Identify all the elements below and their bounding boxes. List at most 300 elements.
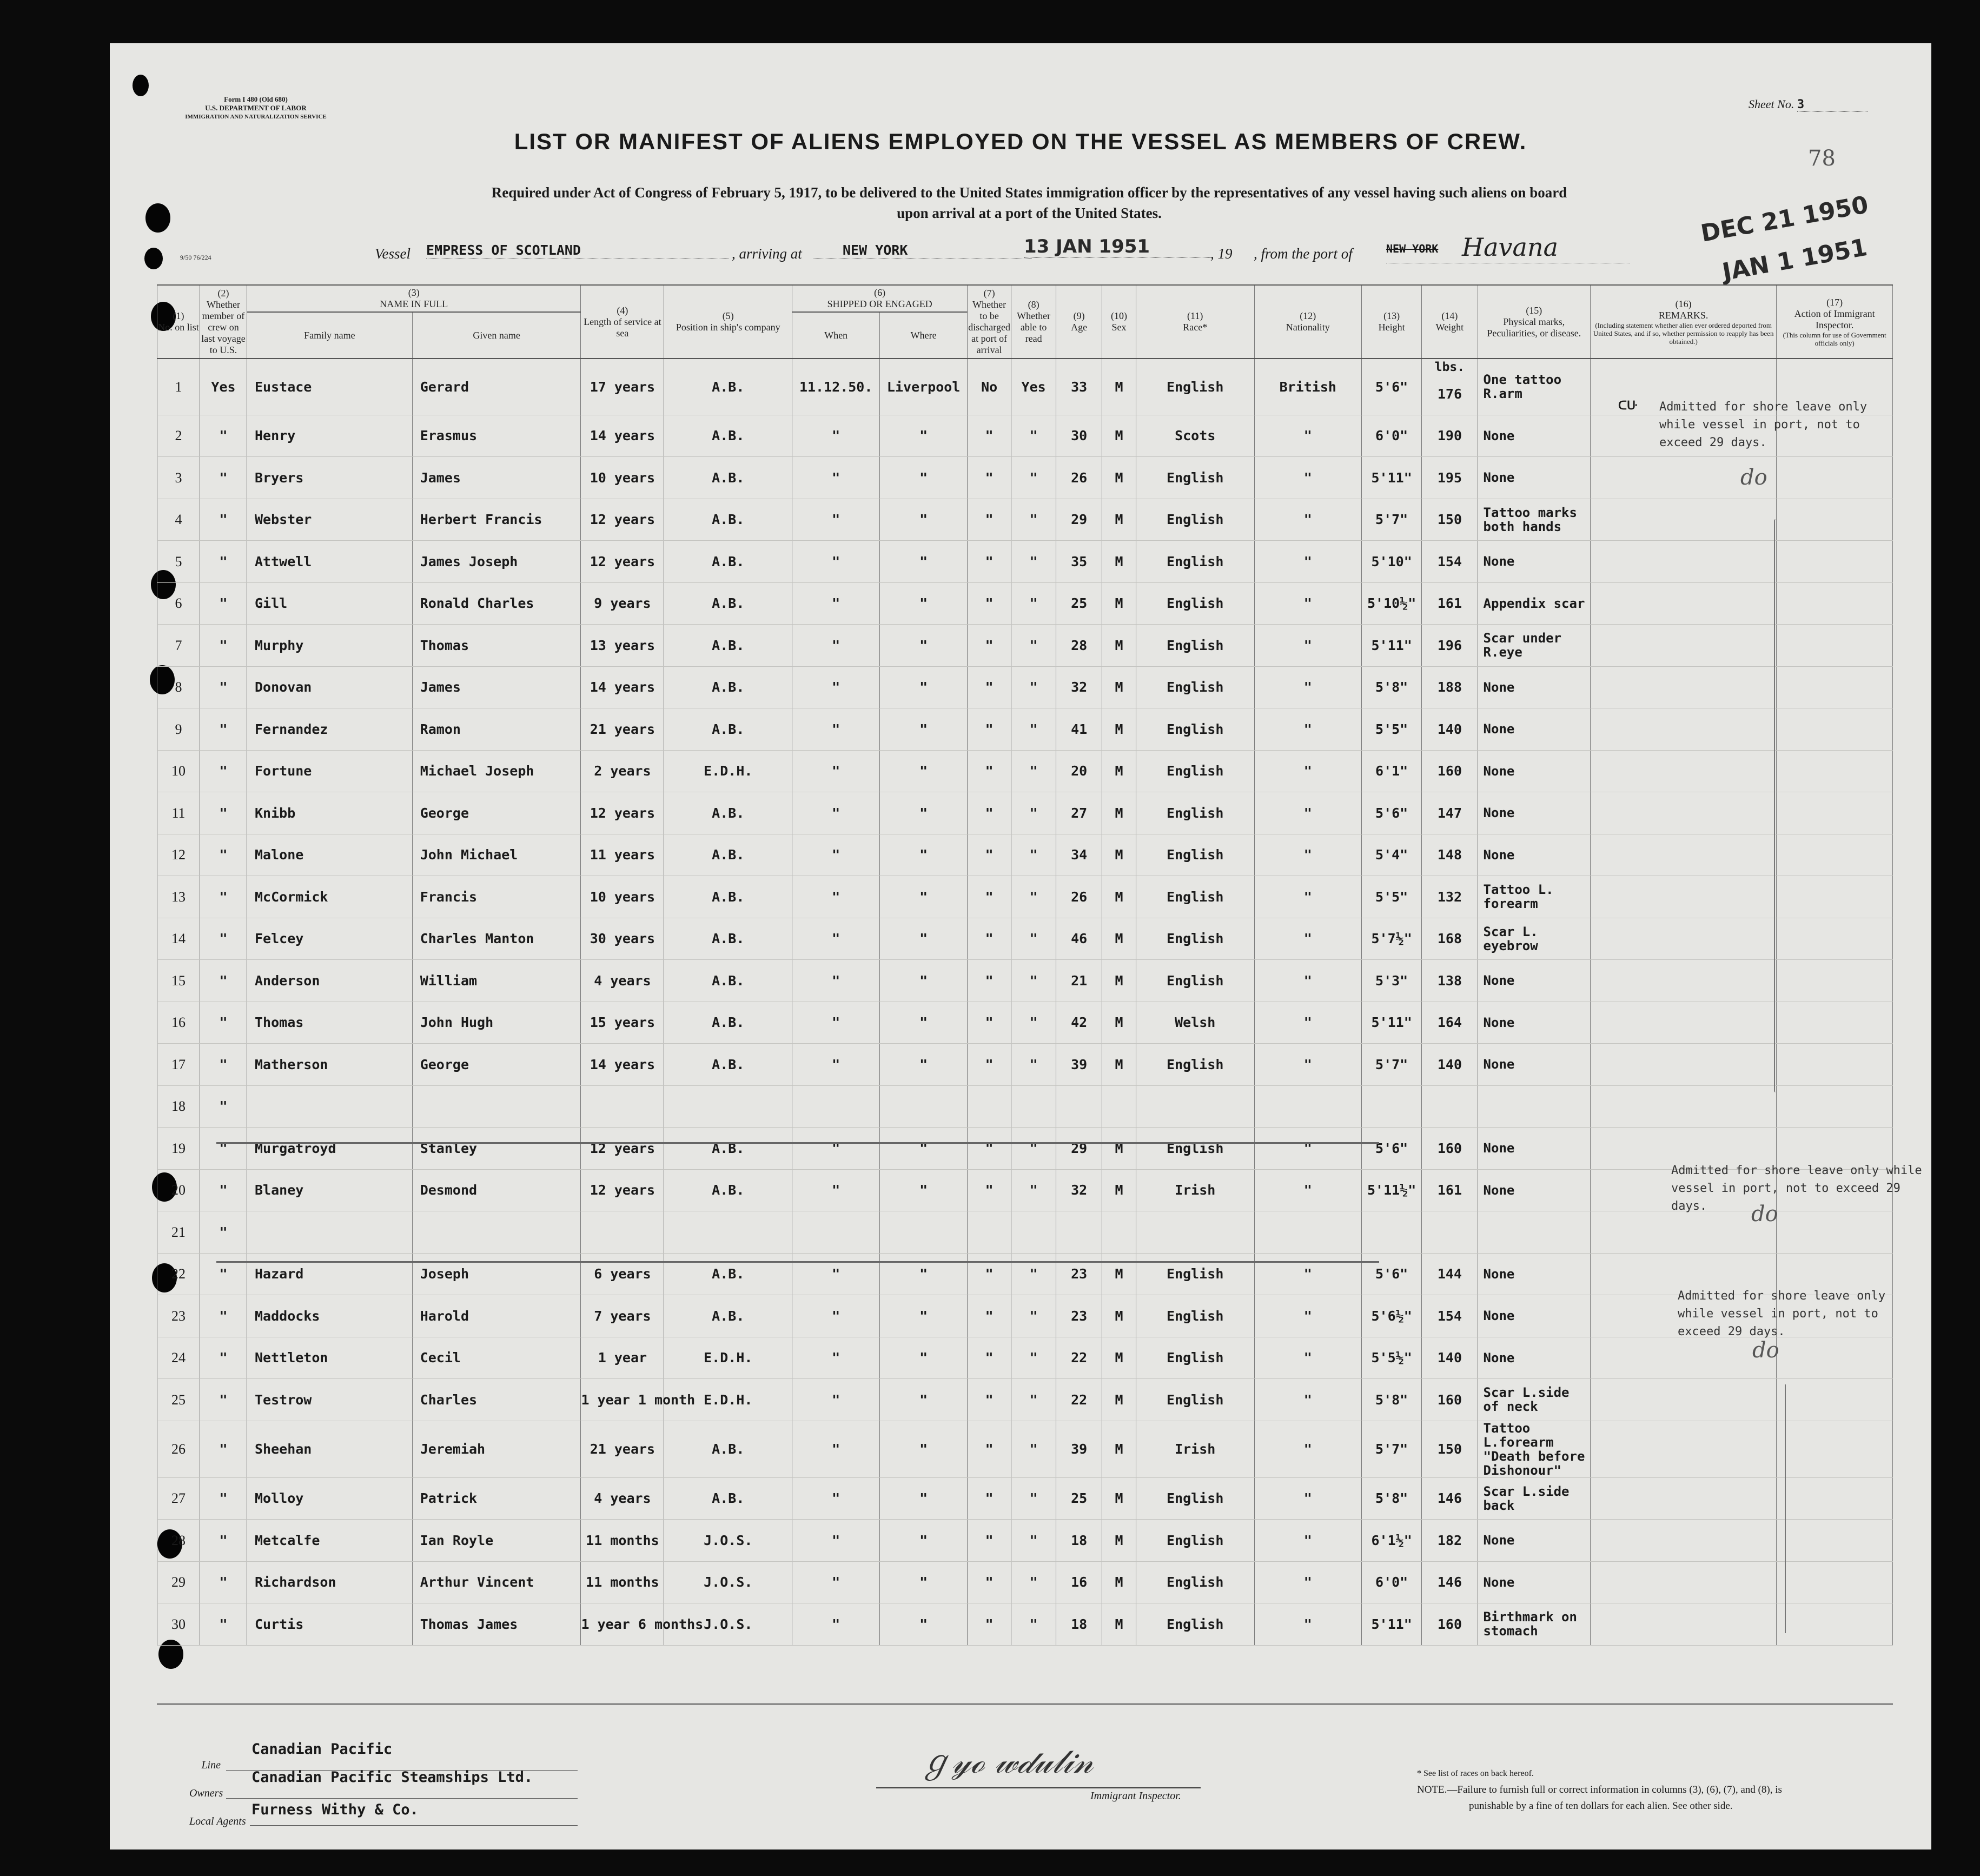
height: 5'3"	[1361, 960, 1421, 1002]
age: 29	[1056, 499, 1102, 541]
age: 41	[1056, 708, 1102, 751]
crew-last-voyage: "	[200, 1477, 247, 1520]
footer-ship-info	[189, 1733, 584, 1831]
sex	[1102, 1211, 1136, 1254]
age: 25	[1056, 1477, 1102, 1520]
action-cell	[1777, 499, 1893, 541]
discharged: "	[968, 1520, 1011, 1562]
discharged: "	[968, 625, 1011, 667]
crew-last-voyage: Yes	[200, 359, 247, 415]
shipped-where: "	[880, 666, 968, 708]
remarks-cell	[1591, 666, 1777, 708]
nationality: "	[1254, 1169, 1361, 1211]
weight: 132	[1422, 876, 1478, 918]
able-to-read: "	[1011, 1561, 1056, 1603]
service-length: 15 years	[581, 1002, 664, 1044]
given-name: Ian Royle	[412, 1520, 581, 1562]
physical-marks: None	[1478, 1253, 1591, 1295]
height	[1361, 1211, 1421, 1254]
shipped-when: "	[792, 1421, 880, 1477]
race: English	[1136, 1295, 1254, 1337]
service-length: 14 years	[581, 666, 664, 708]
family-name: Attwell	[247, 541, 413, 583]
physical-marks: None	[1478, 960, 1591, 1002]
col-header-position: (5) Position in ship's company	[664, 285, 792, 359]
sex: M	[1102, 1561, 1136, 1603]
vessel-label: Vessel	[375, 246, 410, 262]
shipped-where	[880, 1085, 968, 1128]
pencil-mark: ᑕᑘ	[1618, 399, 1638, 413]
nationality: "	[1254, 1044, 1361, 1086]
table-row	[157, 1128, 1893, 1170]
sheet-number-label	[1749, 97, 1868, 112]
discharged: "	[968, 876, 1011, 918]
weight: 140	[1422, 1337, 1478, 1379]
position: A.B.	[664, 1002, 792, 1044]
age: 29	[1056, 1128, 1102, 1170]
able-to-read: "	[1011, 666, 1056, 708]
crew-last-voyage: "	[200, 1211, 247, 1254]
action-cell	[1777, 834, 1893, 876]
physical-marks	[1478, 1211, 1591, 1254]
crew-last-voyage: "	[200, 625, 247, 667]
col-header-service: (4) Length of service at sea	[581, 285, 664, 359]
remarks-cell	[1591, 960, 1777, 1002]
family-name: Gill	[247, 582, 413, 625]
given-name: Gerard	[412, 359, 581, 415]
race: English	[1136, 1337, 1254, 1379]
physical-marks: None	[1478, 415, 1591, 457]
able-to-read: "	[1011, 1477, 1056, 1520]
height: 5'8"	[1361, 1477, 1421, 1520]
age: 42	[1056, 1002, 1102, 1044]
table-row	[157, 834, 1893, 876]
service-length: 4 years	[581, 960, 664, 1002]
physical-marks: None	[1478, 1044, 1591, 1086]
family-name: Eustace	[247, 359, 413, 415]
action-cell	[1777, 1337, 1893, 1379]
nationality: "	[1254, 415, 1361, 457]
family-name: Murgatroyd	[247, 1128, 413, 1170]
sex: M	[1102, 1421, 1136, 1477]
table-row	[157, 792, 1893, 834]
able-to-read: "	[1011, 792, 1056, 834]
nationality: "	[1254, 876, 1361, 918]
able-to-read: "	[1011, 960, 1056, 1002]
nationality: "	[1254, 1603, 1361, 1646]
physical-marks: None	[1478, 1128, 1591, 1170]
position: A.B.	[664, 625, 792, 667]
sex: M	[1102, 457, 1136, 499]
discharged: "	[968, 1002, 1011, 1044]
ditto-pencil-line	[1774, 519, 1777, 1092]
crew-last-voyage: "	[200, 1044, 247, 1086]
race: English	[1136, 1561, 1254, 1603]
remarks-cell	[1591, 1044, 1777, 1086]
remarks-cell	[1591, 708, 1777, 751]
row-number: 28	[157, 1520, 200, 1562]
shipped-where: "	[880, 625, 968, 667]
inspector-label: Immigrant Inspector.	[1090, 1790, 1181, 1802]
race: English	[1136, 876, 1254, 918]
weight: 195	[1422, 457, 1478, 499]
table-row	[157, 499, 1893, 541]
age: 23	[1056, 1253, 1102, 1295]
col-header-when: When	[792, 312, 880, 359]
service-length: 14 years	[581, 1044, 664, 1086]
shipped-when: "	[792, 1295, 880, 1337]
action-cell	[1777, 876, 1893, 918]
row-number: 6	[157, 582, 200, 625]
height: 6'0"	[1361, 1561, 1421, 1603]
weight: 144	[1422, 1253, 1478, 1295]
row-number: 16	[157, 1002, 200, 1044]
nationality: "	[1254, 541, 1361, 583]
remarks-cell	[1591, 876, 1777, 918]
age: 21	[1056, 960, 1102, 1002]
col-header-action: (17) Action of Immigrant Inspector. (This column for use of Government officials only)	[1777, 285, 1893, 359]
action-cell	[1777, 1002, 1893, 1044]
position: A.B.	[664, 1477, 792, 1520]
table-row	[157, 1603, 1893, 1646]
nationality: "	[1254, 1128, 1361, 1170]
race: English	[1136, 708, 1254, 751]
discharged: "	[968, 750, 1011, 792]
row-number: 14	[157, 918, 200, 960]
sex: M	[1102, 960, 1136, 1002]
sex: M	[1102, 1169, 1136, 1211]
age: 16	[1056, 1561, 1102, 1603]
vessel-line	[375, 233, 1889, 269]
crew-last-voyage: "	[200, 457, 247, 499]
owners-value: Canadian Pacific Steamships Ltd.	[251, 1769, 533, 1786]
table-row	[157, 666, 1893, 708]
table-row	[157, 541, 1893, 583]
row-number: 19	[157, 1128, 200, 1170]
height: 5'11"	[1361, 1002, 1421, 1044]
department-name: U.S. DEPARTMENT OF LABOR	[205, 104, 307, 112]
remarks-cell	[1591, 582, 1777, 625]
weight: 164	[1422, 1002, 1478, 1044]
row-number: 18	[157, 1085, 200, 1128]
shipped-where: "	[880, 1379, 968, 1421]
race: Welsh	[1136, 1002, 1254, 1044]
able-to-read: "	[1011, 918, 1056, 960]
crew-last-voyage: "	[200, 1002, 247, 1044]
sex: M	[1102, 792, 1136, 834]
able-to-read: "	[1011, 1253, 1056, 1295]
position: A.B.	[664, 1253, 792, 1295]
given-name: Patrick	[412, 1477, 581, 1520]
sex: M	[1102, 582, 1136, 625]
able-to-read: "	[1011, 750, 1056, 792]
row-number: 21	[157, 1211, 200, 1254]
height: 5'11"	[1361, 457, 1421, 499]
position: A.B.	[664, 1169, 792, 1211]
height: 5'6½"	[1361, 1295, 1421, 1337]
weight: 154	[1422, 1295, 1478, 1337]
age: 39	[1056, 1421, 1102, 1477]
height: 5'7½"	[1361, 918, 1421, 960]
shipped-where: "	[880, 1421, 968, 1477]
given-name: John Michael	[412, 834, 581, 876]
action-cell	[1777, 1421, 1893, 1477]
shipped-when: "	[792, 666, 880, 708]
height: 5'7"	[1361, 1421, 1421, 1477]
height: 5'6"	[1361, 359, 1421, 415]
nationality: "	[1254, 1295, 1361, 1337]
row-number: 4	[157, 499, 200, 541]
service-length: 1 year	[581, 1337, 664, 1379]
given-name: Desmond	[412, 1169, 581, 1211]
col-header-age: (9) Age	[1056, 285, 1102, 359]
shipped-when: "	[792, 541, 880, 583]
age: 28	[1056, 625, 1102, 667]
crew-last-voyage: "	[200, 1603, 247, 1646]
given-name: James	[412, 457, 581, 499]
weight: 160	[1422, 1379, 1478, 1421]
position: A.B.	[664, 1295, 792, 1337]
height: 5'5"	[1361, 876, 1421, 918]
height: 5'8"	[1361, 666, 1421, 708]
age: 18	[1056, 1520, 1102, 1562]
row-number: 24	[157, 1337, 200, 1379]
table-row	[157, 1337, 1893, 1379]
height: 5'7"	[1361, 1044, 1421, 1086]
height: 5'6"	[1361, 1253, 1421, 1295]
position: E.D.H.	[664, 1337, 792, 1379]
shipped-where: "	[880, 415, 968, 457]
family-name: Knibb	[247, 792, 413, 834]
able-to-read: "	[1011, 1379, 1056, 1421]
remark-shore-leave-1: Admitted for shore leave only while vessel in port, not to exceed 29 days.	[1659, 400, 1868, 449]
physical-marks: None	[1478, 792, 1591, 834]
family-name: Nettleton	[247, 1337, 413, 1379]
family-name: Malone	[247, 834, 413, 876]
service-length: 13 years	[581, 625, 664, 667]
height	[1361, 1085, 1421, 1128]
age: 46	[1056, 918, 1102, 960]
races-note: * See list of races on back hereof.	[1417, 1769, 1534, 1778]
crew-last-voyage: "	[200, 708, 247, 751]
sheet-label: Sheet No.	[1749, 97, 1794, 111]
family-name: Richardson	[247, 1561, 413, 1603]
able-to-read: "	[1011, 1169, 1056, 1211]
age: 33	[1056, 359, 1102, 415]
shipped-when: "	[792, 1520, 880, 1562]
shipped-when: 11.12.50.	[792, 359, 880, 415]
race: English	[1136, 1253, 1254, 1295]
age: 18	[1056, 1603, 1102, 1646]
service-length: 10 years	[581, 457, 664, 499]
action-cell	[1777, 666, 1893, 708]
remarks-cell	[1591, 792, 1777, 834]
given-name: Ramon	[412, 708, 581, 751]
family-name: Hazard	[247, 1253, 413, 1295]
family-name: Molloy	[247, 1477, 413, 1520]
discharged: "	[968, 1044, 1011, 1086]
row-number: 9	[157, 708, 200, 751]
able-to-read	[1011, 1085, 1056, 1128]
height: 5'6"	[1361, 792, 1421, 834]
shipped-when	[792, 1085, 880, 1128]
table-row	[157, 1295, 1893, 1337]
shipped-when: "	[792, 918, 880, 960]
inspector-signature: ℊ𝓎ℴ 𝓌𝒹𝓊𝓁𝒾𝓃	[919, 1743, 1094, 1781]
col-header-nationality: (12) Nationality	[1254, 285, 1361, 359]
weight: 161	[1422, 1169, 1478, 1211]
position: A.B.	[664, 918, 792, 960]
discharged: "	[968, 1337, 1011, 1379]
weight: 160	[1422, 1603, 1478, 1646]
physical-marks	[1478, 1085, 1591, 1128]
physical-marks: One tattoo R.arm	[1478, 359, 1591, 415]
remarks-cell	[1591, 1421, 1777, 1477]
able-to-read: "	[1011, 499, 1056, 541]
race	[1136, 1085, 1254, 1128]
shipped-where: "	[880, 1128, 968, 1170]
nationality: "	[1254, 582, 1361, 625]
family-name	[247, 1085, 413, 1128]
race: Irish	[1136, 1421, 1254, 1477]
inspector-signature-line	[876, 1787, 1201, 1788]
row-number: 23	[157, 1295, 200, 1337]
sex: M	[1102, 918, 1136, 960]
shipped-where: "	[880, 792, 968, 834]
position: A.B.	[664, 1421, 792, 1477]
from-port-handwritten: Havana	[1462, 233, 1559, 262]
table-row	[157, 1002, 1893, 1044]
remarks-cell	[1591, 499, 1777, 541]
row-number: 13	[157, 876, 200, 918]
physical-marks: None	[1478, 666, 1591, 708]
col-header-no: (1) No. on list	[157, 285, 200, 359]
sex: M	[1102, 708, 1136, 751]
date-stamp-2: JAN 1 1951	[1720, 233, 1870, 287]
position: J.O.S.	[664, 1520, 792, 1562]
race: English	[1136, 1603, 1254, 1646]
height: 5'6"	[1361, 1128, 1421, 1170]
date-stamp-1: DEC 21 1950	[1698, 191, 1871, 248]
physical-marks: Birthmark on stomach	[1478, 1603, 1591, 1646]
given-name: Arthur Vincent	[412, 1561, 581, 1603]
from-port-struck: NEW YORK	[1386, 242, 1439, 255]
remarks-cell	[1591, 1337, 1777, 1379]
given-name: Harold	[412, 1295, 581, 1337]
height: 5'8"	[1361, 1379, 1421, 1421]
able-to-read: "	[1011, 541, 1056, 583]
arrival-date-stamp: 13 JAN 1951	[1024, 236, 1213, 258]
crew-last-voyage: "	[200, 666, 247, 708]
row-number: 5	[157, 541, 200, 583]
family-name: Blaney	[247, 1169, 413, 1211]
penalty-note-1: NOTE.—Failure to furnish full or correct information in columns (3), (6), (7), and (8), is	[1417, 1784, 1782, 1795]
sex: M	[1102, 1295, 1136, 1337]
position: J.O.S.	[664, 1561, 792, 1603]
nationality: "	[1254, 499, 1361, 541]
shipped-where	[880, 1211, 968, 1254]
table-row	[157, 1421, 1893, 1477]
height: 6'1"	[1361, 750, 1421, 792]
service-name: IMMIGRATION AND NATURALIZATION SERVICE	[185, 114, 327, 120]
physical-marks: Scar under R.eye	[1478, 625, 1591, 667]
able-to-read: "	[1011, 708, 1056, 751]
weight: 138	[1422, 960, 1478, 1002]
discharged: "	[968, 457, 1011, 499]
col-header-family-name: Family name	[247, 312, 413, 359]
physical-marks: None	[1478, 834, 1591, 876]
nationality: "	[1254, 918, 1361, 960]
table-row	[157, 918, 1893, 960]
nationality: "	[1254, 1520, 1361, 1562]
race: English	[1136, 1477, 1254, 1520]
height: 5'7"	[1361, 499, 1421, 541]
table-row	[157, 1477, 1893, 1520]
family-name: Fernandez	[247, 708, 413, 751]
able-to-read: "	[1011, 625, 1056, 667]
discharged: "	[968, 541, 1011, 583]
remarks-cell	[1591, 1477, 1777, 1520]
family-name: Bryers	[247, 457, 413, 499]
ditto-pencil-line	[1785, 1384, 1788, 1633]
crew-last-voyage: "	[200, 1421, 247, 1477]
action-cell	[1777, 625, 1893, 667]
col-header-discharged: (7) Whether to be discharged at port of arrival	[968, 285, 1011, 359]
crew-last-voyage: "	[200, 1379, 247, 1421]
discharged: "	[968, 708, 1011, 751]
action-cell	[1777, 1561, 1893, 1603]
table-row	[157, 582, 1893, 625]
position: A.B.	[664, 876, 792, 918]
sex: M	[1102, 666, 1136, 708]
position: A.B.	[664, 792, 792, 834]
age: 26	[1056, 457, 1102, 499]
shipped-where: "	[880, 1169, 968, 1211]
row-number: 22	[157, 1253, 200, 1295]
manifest-rows	[157, 359, 1893, 1645]
action-cell	[1777, 960, 1893, 1002]
service-length: 12 years	[581, 499, 664, 541]
weight: 190	[1422, 415, 1478, 457]
corner-pencil-number: 78	[1808, 146, 1836, 171]
crew-last-voyage: "	[200, 1295, 247, 1337]
service-length: 14 years	[581, 415, 664, 457]
action-cell	[1777, 1520, 1893, 1562]
able-to-read: Yes	[1011, 359, 1056, 415]
race: English	[1136, 499, 1254, 541]
action-cell	[1777, 1379, 1893, 1421]
physical-marks: None	[1478, 1169, 1591, 1211]
remarks-cell	[1591, 1379, 1777, 1421]
race: English	[1136, 918, 1254, 960]
service-length: 10 years	[581, 876, 664, 918]
race: English	[1136, 1520, 1254, 1562]
discharged	[968, 1085, 1011, 1128]
remarks-cell	[1591, 1603, 1777, 1646]
nationality: "	[1254, 625, 1361, 667]
shipped-when: "	[792, 415, 880, 457]
position: A.B.	[664, 582, 792, 625]
remarks-cell	[1591, 918, 1777, 960]
table-row	[157, 1253, 1893, 1295]
weight: 147	[1422, 792, 1478, 834]
shipped-when: "	[792, 457, 880, 499]
sex: M	[1102, 834, 1136, 876]
remarks-cell	[1591, 834, 1777, 876]
given-name: William	[412, 960, 581, 1002]
service-length: 12 years	[581, 541, 664, 583]
service-length: 1 year 6 months	[581, 1603, 664, 1646]
